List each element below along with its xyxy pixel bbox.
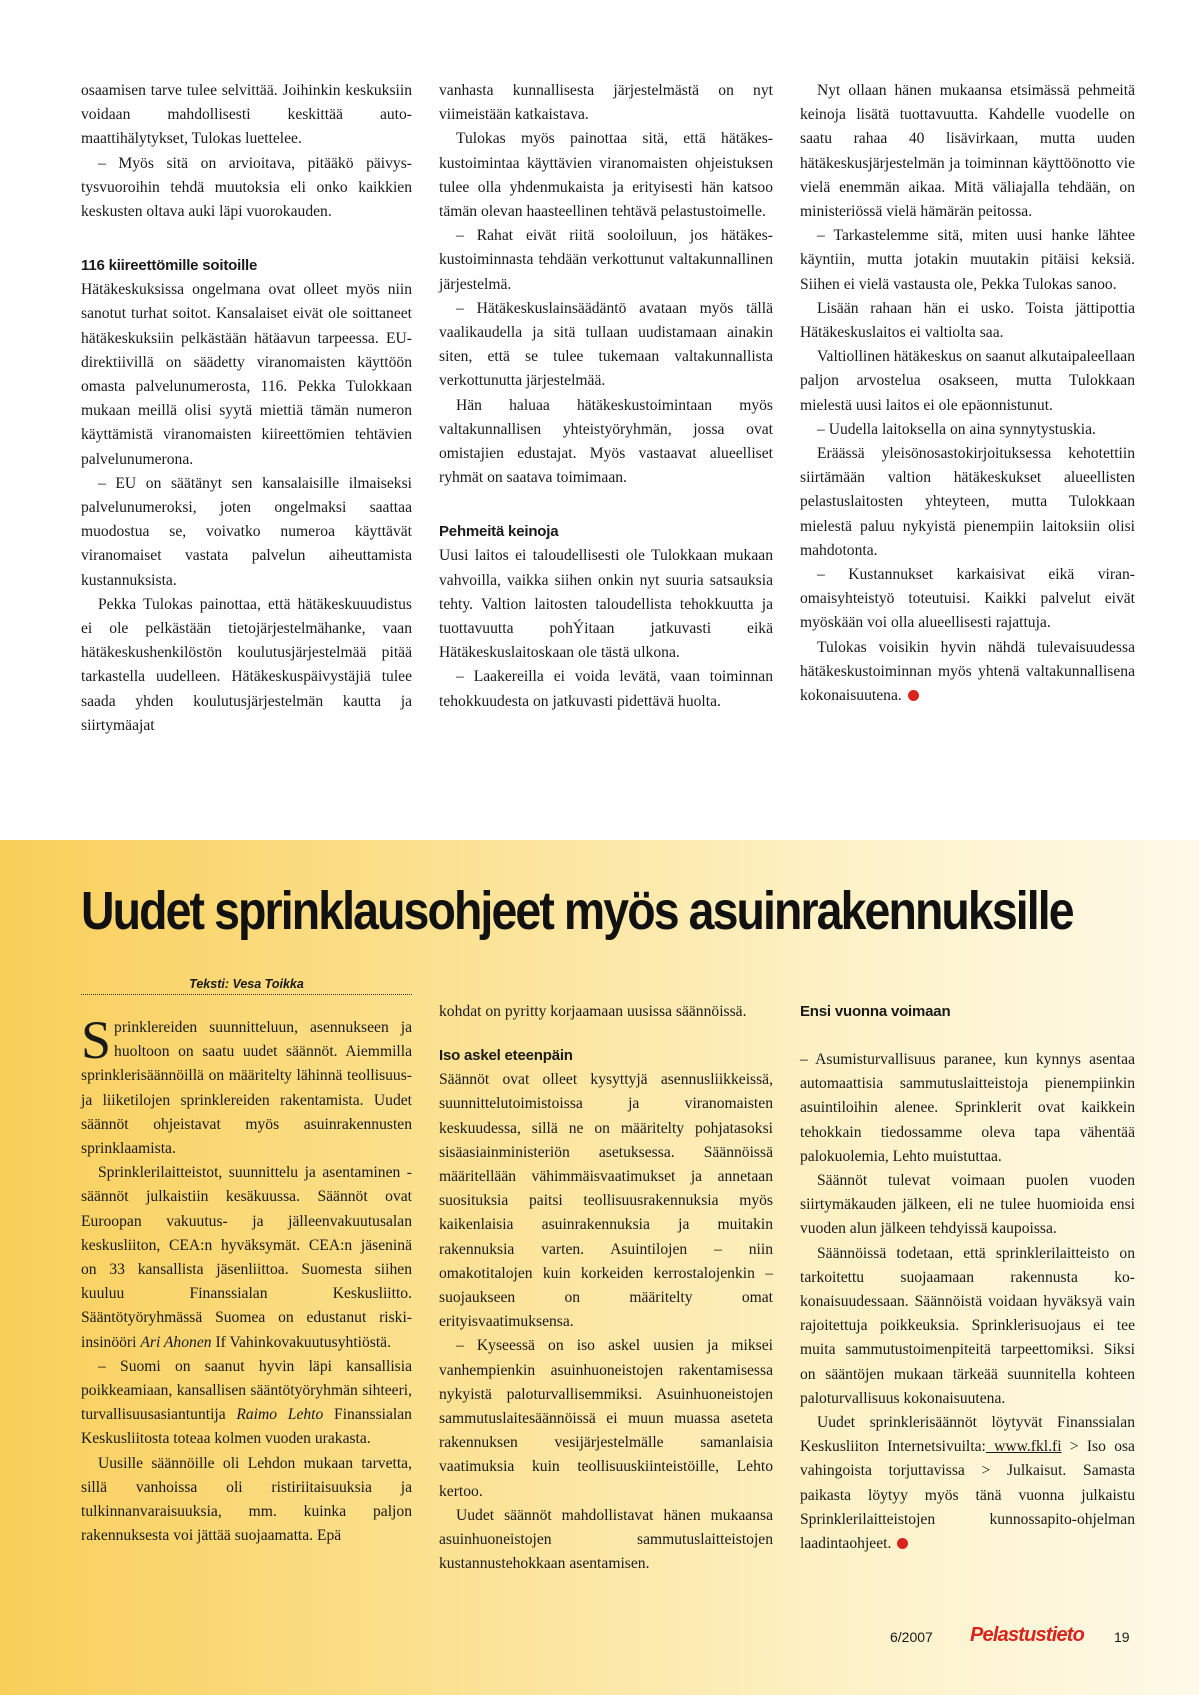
end-mark-icon <box>897 1538 908 1549</box>
paragraph-text: Sprinklerilaitteistot, suunnittelu ja asentaminen -säännöt julkaistiin kesäkuussa. Säännöt ovat Euroopan vakuutus- ja jälleenvakuutusalan keskusliiton, CEA:n hyväksymät. CEA:n jäseninä on 33 kansallista jäsenliittoa. Suomesta siihen kuuluu Finanssialan Keskusliitto. Sääntötyöryhmässä Suomea on edustanut riski-insinööri <box>81 1164 412 1351</box>
section-heading: Pehmeitä keinoja <box>439 523 559 541</box>
paragraph-text: – Suomi on saanut hyvin läpi kansallisia poikkeamiaan, kansallisen sääntötyöryhmän sihteeri, turvallisuusasiantuntija <box>81 1357 412 1424</box>
paragraph: – EU on säätänyt sen kansalaisille ilmaiseksi palvelunumeroksi, joten ongelmaksi saattaa muodostua se, voivatko numeroa käyttävät viranomaiset vastata palvelun aiheuttamista kustannuksista. <box>81 474 412 589</box>
paragraph: Uudet säännöt mahdollistavat hänen mukaansa asuinhuoneistojen sammutuslaitteistojen kustannustehokkaan asentamisen. <box>439 1506 773 1573</box>
website-link[interactable]: www.fkl.fi <box>985 1438 1062 1456</box>
top-column-1 <box>81 79 412 738</box>
section-heading: 116 kiireettömille soitoille <box>81 257 258 275</box>
issue-number: 6/2007 <box>890 1629 933 1645</box>
paragraph <box>81 1355 412 1452</box>
paragraph: Tulokas myös painottaa sitä, että hätäkeskustoimintaa käyttävien viranomaisten ohjeistuksen tulee olla yhdenmukaista ja erityisesti hän katsoo tämän olevan haasteellinen tehtävä pelastustoimelle. <box>439 130 773 221</box>
paragraph: Uusi laitos ei taloudellisesti ole Tulokkaan mukaan vahvoilla, vaikka siihen onkin nyt suuria satsauksia tehty. Valtion laitosten taloudellista tehokkuutta ja tuottavuutta pohÝitaan jatkuvasti eikä Hätäkeskuslaitoskaan ole tästä ulkona. <box>439 547 773 662</box>
paragraph-text: Uudet sprinklerisäännöt löytyvät Finanssialan Keskusliiton Internetsivuilta: <box>800 1414 1135 1456</box>
paragraph <box>800 1411 1135 1556</box>
top-column-2 <box>439 79 773 714</box>
paragraph: – Hätäkeskuslainsäädäntö avataan myös tällä vaalikaudella ja sitä tullaan uudistamaan ainakin siten, että se tulee tukemaan valtakunnallista verkottunutta järjestelmää. <box>439 299 773 390</box>
paragraph: Lisään rahaan hän ei usko. Toista jättipottia Hätäkeskuslaitos ei valtiolta saa. <box>800 299 1135 342</box>
paragraph: vanhasta kunnallisesta järjestelmästä on nyt viimeistään katkaistava. <box>439 82 773 124</box>
paragraph: Säännöissä todetaan, että sprinklerilaitteisto on tarkoitettu suojaamaan rakennusta kokonaisuudessaan. Säännöistä voidaan hyväksyä vain rajoitettuja poikkeuksia. Sprinklerisuojaus ei tee muita sammutustoimenpiteitä tarpeettomiksi. Siksi on sääntöjen mukaan tärkeää suunnitella kohteen paloturvallisuus kokonaisuutena. <box>800 1244 1135 1407</box>
paragraph-text: > Iso osa vahingoista torjuttavissa > Julkaisut. Samasta paikasta löytyy myös tänä vuonna julkaistu Sprinklerilaitteistojen kunnossapito-ohjelman laadintaohjeet. <box>800 1438 1135 1553</box>
paragraph: – Uudella laitoksella on aina synnytystuskia. <box>817 420 1096 438</box>
article-column-2 <box>439 1000 773 1576</box>
magazine-logo: Pelastustieto <box>970 1624 1085 1646</box>
section-heading: Ensi vuonna voimaan <box>800 1003 951 1020</box>
drop-cap: S <box>81 1010 112 1070</box>
paragraph: – Asumisturvallisuus paranee, kun kynnys asentaa automaattisia sammutuslaitteistoja pienempiinkin asuintiloihin alenee. Sprinklerit ovat kaikkein tehokkain tiedossamme oleva tapa vähentää palokuolemia, Lehto muistuttaa. <box>800 1051 1135 1165</box>
end-mark-icon <box>908 690 919 701</box>
paragraph: – Myös sitä on arvioitava, pitääkö päivystysvuoroihin tehdä muutoksia eli onko kaikkien keskusten oltava auki läpi vuorokauden. <box>81 154 412 221</box>
paragraph: Eräässä yleisönosastokirjoituksessa kehotettiin siirtämään valtion hätäkeskukset alueellisten pelastuslaitosten yhteyteen, mutta Tulokkaan mielestä paluu nykyistä pienempiin laitoksiin olisi mahdotonta. <box>800 445 1135 559</box>
paragraph-text: Tulokas voisikin hyvin nähdä tulevaisuudessa hätäkeskustoiminnan myös yhtenä valtakunnallisena kokonaisuutena. <box>800 638 1135 705</box>
paragraph: Säännöt ovat olleet kysyttyjä asennusliikkeissä, suunnittelutoimistoissa ja viranomaisten keskuudessa, sillä ne on määritelty pohjatasoksi sisäasiainministeriön asetuksessa. Säännöissä määritellään vähimmäisvaatimukset ja annetaan suosituksia paitsi teollisuusrakennuksia myös kaikenlaisia asuinrakennuksia ja muitakin rakennuksia varten. Asuintilojen – niin omakotitalojen kuin korkeiden kerrostalojenkin – suojaukseen on määritelty omat erityisvaatimuksensa. <box>439 1071 773 1331</box>
paragraph: Valtiollinen hätäkeskus on saanut alkutaipaleellaan paljon arvostelua osakseen, mutta Tulokkaan mielestä uusi laitos ei ole epäonnistunut. <box>800 348 1135 414</box>
paragraph: kohdat on pyritty korjaamaan uusissa säännöissä. <box>439 1003 747 1020</box>
paragraph: osaamisen tarve tulee selvittää. Joihinkin keskuksiin voidaan mahdollisesti keskittää automaattihälytykset, Tulokas luettelee. <box>81 82 412 148</box>
paragraph: – Laakereilla ei voida levätä, vaan toiminnan tehokkuudesta on jatkuvasti pidettävä huolta. <box>439 668 773 710</box>
paragraph <box>81 1010 412 1161</box>
paragraph: – Kyseessä on iso askel uusien ja miksei vanhempienkin asuinhuoneistojen rakentamisessa nykyistä paloturvallisemmiksi. Asuinhuoneistojen sammutuslaitesäännöissä ei muun muassa aseteta rakennuksen vesijärjestelmälle samanlaisia vaatimuksia kuin teollisuuskiinteistöille, Lehto kertoo. <box>439 1337 773 1500</box>
paragraph <box>81 1161 412 1355</box>
paragraph: – Kustannukset karkaisivat eikä viranomaisyhteistyö toteutuisi. Kaikki palvelut eivät myöskään voi olla alueellisesti rajattuja. <box>800 566 1135 632</box>
paragraph-text: If Vahinkovakuutusyhtiöstä. <box>211 1333 392 1351</box>
paragraph-text: prinklereiden suunnitteluun, asennukseen ja huoltoon on saatu uudet säännöt. Aiemmilla sprinklerisäännöillä on määritelty lähinnä teollisuus- ja liiketilojen sprinklereiden rakentamista. Uudet säännöt ohjeistavat myös asuinrakennusten sprinklaamista. <box>81 1019 412 1158</box>
paragraph <box>800 636 1135 709</box>
paragraph-text: Finanssialan Keskusliitosta toteaa kolmen vuoden urakasta. <box>81 1406 412 1448</box>
person-name: Ari Ahonen <box>140 1333 212 1351</box>
byline: Teksti: Vesa Toikka <box>81 976 412 995</box>
paragraph: Pekka Tulokas painottaa, että hätäkeskuuudistus ei ole pelkästään tietojärjestelmähanke, vaan hätäkeskushenkilöstön koulutusjärjestelmää pitää tarkastella uudelleen. Hätäkeskuspäivystäjiä tulee saada yhden koulutusjärjestelmän kautta ja siirtymäajat <box>81 595 412 734</box>
paragraph: Hän haluaa hätäkeskustoimintaan myös valtakunnallisen yhteistyöryhmän, jossa ovat omistajien edustajat. Myös vastaavat alueelliset ryhmät on saatava toimimaan. <box>439 396 773 487</box>
paragraph: Uusille säännöille oli Lehdon mukaan tarvetta, sillä vanhoissa oli ristiriitaisuuksia ja tulkinnanvaraisuuksia, mm. kuinka paljon rakennuksesta voi jättää suojaamatta. Epä <box>81 1454 412 1545</box>
paragraph: Säännöt tulevat voimaan puolen vuoden siirtymäkauden jälkeen, eli ne tulee huomioida ensi vuoden alun jälkeen tehdyissä kaupoissa. <box>800 1172 1135 1238</box>
page-number: 19 <box>1114 1629 1130 1645</box>
paragraph: – Tarkastelemme sitä, miten uusi hanke lähtee käyntiin, mutta jotakin muutakin pitäisi keksiä. Siihen ei vielä vastausta ole, Pekka Tulokas sanoo. <box>800 227 1135 293</box>
top-column-3 <box>800 79 1135 708</box>
article-column-1 <box>81 1010 412 1548</box>
paragraph: Hätäkeskuksissa ongelmana ovat olleet myös niin sanotut turhat soitot. Kansalaiset eivät ole soittaneet hätäkeskuksiin pelkästään hätäavun tarpeessa. EU-direktiivillä on säädetty viranomaisten käyttöön omasta palvelunumerosta, 116. Pekka Tulokkaan mukaan meillä olisi syytä miettiä tämän numeron käyttämistä viranomaisten kiireettömien tehtävien palvelunumerona. <box>81 281 412 468</box>
page-footer <box>890 1626 1150 1650</box>
section-heading: Iso askel eteenpäin <box>439 1047 573 1065</box>
person-name: Raimo Lehto <box>236 1406 324 1424</box>
article-headline: Uudet sprinklausohjeet myös asuinrakennuksille <box>81 881 1073 941</box>
paragraph: Nyt ollaan hänen mukaansa etsimässä pehmeitä keinoja lisätä tuottavuutta. Kahdelle vuodelle on saatu rahaa 40 lisävirkaan, mutta uuden hätäkeskusjärjestelmän ja toiminnan käyttöönotto vie vielä enemmän aikaa. Mitä väliajalla tehdään, on ministeriössä vielä hämärän peitossa. <box>800 82 1135 221</box>
paragraph: – Rahat eivät riitä sooloiluun, jos hätäkeskustoiminnasta tehdään verkottunut valtakunnallinen järjestelmä. <box>439 227 773 293</box>
article-column-3 <box>800 1000 1135 1556</box>
